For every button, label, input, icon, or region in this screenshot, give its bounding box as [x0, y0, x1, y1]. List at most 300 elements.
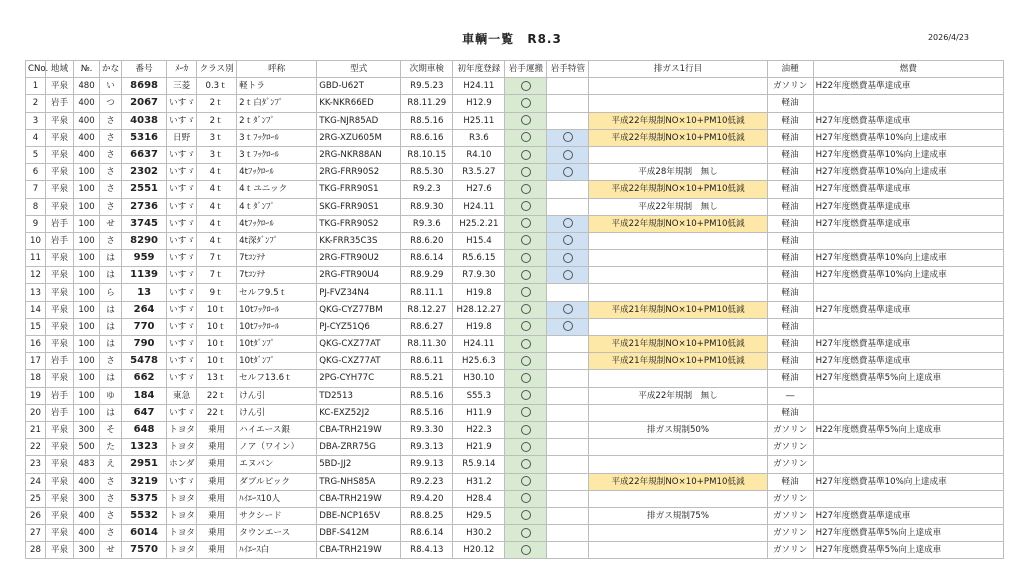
cell-area: 平泉	[46, 284, 74, 301]
cell-next-inspection: R8.9.30	[401, 198, 453, 215]
cell-no: 100	[74, 267, 100, 284]
cell-next-inspection: R9.5.23	[401, 78, 453, 95]
table-row	[26, 78, 1004, 95]
cell-model: 5BD-JJ2	[317, 456, 401, 473]
cell-class: 乗用	[197, 542, 237, 559]
cell-iwate-special	[547, 542, 589, 559]
cell-oil: 軽油	[767, 146, 813, 163]
cell-kana: そ	[100, 421, 122, 438]
cell-first-registration: H15.4	[453, 232, 505, 249]
check-circle-icon	[521, 184, 531, 194]
cell-no: 100	[74, 318, 100, 335]
cell-oil: 軽油	[767, 181, 813, 198]
cell-fuel: H27年度燃費基準達成車	[813, 301, 1003, 318]
cell-number: 5478	[122, 353, 167, 370]
cell-iwate-transport	[505, 267, 547, 284]
table-row	[26, 421, 1004, 438]
cell-name: 3ｔﾌｯｸﾛｰﾙ	[237, 146, 317, 163]
column-header: 岩手運搬	[505, 61, 547, 78]
cell-maker: いすゞ	[167, 318, 197, 335]
check-circle-icon	[521, 373, 531, 383]
check-circle-icon	[563, 253, 573, 263]
cell-class: 10ｔ	[197, 318, 237, 335]
check-circle-icon	[521, 270, 531, 280]
cell-next-inspection: R8.5.30	[401, 164, 453, 181]
cell-maker: いすゞ	[167, 181, 197, 198]
cell-iwate-special	[547, 353, 589, 370]
table-row	[26, 215, 1004, 232]
cell-iwate-special	[547, 525, 589, 542]
cell-maker: トヨタ	[167, 507, 197, 524]
cell-first-registration: H27.6	[453, 181, 505, 198]
cell-oil: 軽油	[767, 284, 813, 301]
cell-model: TKG-FRR90S2	[317, 215, 401, 232]
cell-class: 9ｔ	[197, 284, 237, 301]
cell-name: 4tﾌｯｸﾛｰﾙ	[237, 215, 317, 232]
cell-maker: いすゞ	[167, 164, 197, 181]
cell-name: ﾊｲｴｰｽ10人	[237, 490, 317, 507]
cell-no: 400	[74, 507, 100, 524]
cell-fuel: H27年度燃費基準達成車	[813, 198, 1003, 215]
cell-iwate-special	[547, 284, 589, 301]
cell-class: 4ｔ	[197, 164, 237, 181]
cell-kana: い	[100, 78, 122, 95]
cell-emission	[589, 232, 767, 249]
cell-iwate-transport	[505, 215, 547, 232]
cell-maker: いすゞ	[167, 473, 197, 490]
cell-kana: え	[100, 456, 122, 473]
cell-maker: いすゞ	[167, 198, 197, 215]
cell-area: 平泉	[46, 146, 74, 163]
cell-model: QKG-CXZ77AT	[317, 353, 401, 370]
cell-emission: 平成22年規制 無し	[589, 387, 767, 404]
table-row	[26, 456, 1004, 473]
cell-oil: 軽油	[767, 473, 813, 490]
cell-model: PJ-CYZ51Q6	[317, 318, 401, 335]
cell-next-inspection: R9.3.6	[401, 215, 453, 232]
cell-cno: 21	[26, 421, 46, 438]
check-circle-icon	[521, 442, 531, 452]
check-circle-icon	[521, 356, 531, 366]
cell-emission: 平成21年規制NO×10+PM10低減	[589, 336, 767, 353]
cell-number: 647	[122, 404, 167, 421]
cell-iwate-special	[547, 456, 589, 473]
cell-oil: 軽油	[767, 215, 813, 232]
table-row	[26, 232, 1004, 249]
cell-first-registration: H25.2.21	[453, 215, 505, 232]
table-row	[26, 404, 1004, 421]
cell-emission	[589, 284, 767, 301]
cell-name: タウンエース	[237, 525, 317, 542]
cell-emission	[589, 370, 767, 387]
cell-class: 10ｔ	[197, 336, 237, 353]
table-body	[26, 78, 1004, 559]
cell-cno: 11	[26, 250, 46, 267]
title-period: R8.3	[527, 32, 562, 46]
cell-class: 22ｔ	[197, 387, 237, 404]
check-circle-icon	[521, 493, 531, 503]
cell-number: 2302	[122, 164, 167, 181]
check-circle-icon	[521, 390, 531, 400]
cell-number: 1323	[122, 439, 167, 456]
cell-number: 1139	[122, 267, 167, 284]
cell-cno: 15	[26, 318, 46, 335]
cell-next-inspection: R8.10.15	[401, 146, 453, 163]
cell-kana: さ	[100, 146, 122, 163]
cell-iwate-special	[547, 232, 589, 249]
cell-fuel: H27年度燃費基準10%向上達成車	[813, 473, 1003, 490]
cell-next-inspection: R9.4.20	[401, 490, 453, 507]
cell-iwate-special	[547, 146, 589, 163]
cell-model: GBD-U62T	[317, 78, 401, 95]
cell-cno: 27	[26, 525, 46, 542]
check-circle-icon	[563, 218, 573, 228]
check-circle-icon	[563, 150, 573, 160]
cell-oil: 軽油	[767, 129, 813, 146]
cell-oil: 軽油	[767, 198, 813, 215]
cell-first-registration: H19.8	[453, 284, 505, 301]
cell-oil: 軽油	[767, 250, 813, 267]
cell-next-inspection: R9.2.23	[401, 473, 453, 490]
cell-model: QKG-CYZ77BM	[317, 301, 401, 318]
cell-iwate-transport	[505, 232, 547, 249]
cell-emission: 平成21年規制NO×10+PM10低減	[589, 301, 767, 318]
cell-kana: は	[100, 267, 122, 284]
cell-iwate-transport	[505, 404, 547, 421]
column-header: 岩手特管	[547, 61, 589, 78]
cell-emission: 平成22年規制NO×10+PM10低減	[589, 129, 767, 146]
cell-model: TRG-NHS85A	[317, 473, 401, 490]
cell-model: SKG-FRR90S1	[317, 198, 401, 215]
cell-model: KC-EXZ52J2	[317, 404, 401, 421]
cell-next-inspection: R8.11.30	[401, 336, 453, 353]
column-header: ﾒｰｶ	[167, 61, 197, 78]
cell-iwate-transport	[505, 456, 547, 473]
cell-next-inspection: R8.11.29	[401, 95, 453, 112]
cell-name: 4tﾌｯｸﾛｰﾙ	[237, 164, 317, 181]
cell-model: TKG-FRR90S1	[317, 181, 401, 198]
cell-next-inspection: R8.5.21	[401, 370, 453, 387]
cell-iwate-transport	[505, 78, 547, 95]
table-row	[26, 542, 1004, 559]
cell-cno: 5	[26, 146, 46, 163]
cell-fuel: H27年度燃費基準達成車	[813, 353, 1003, 370]
check-circle-icon	[521, 167, 531, 177]
cell-first-registration: H22.3	[453, 421, 505, 438]
cell-kana: さ	[100, 490, 122, 507]
cell-kana: さ	[100, 232, 122, 249]
cell-next-inspection: R8.5.16	[401, 404, 453, 421]
cell-next-inspection: R8.8.25	[401, 507, 453, 524]
check-circle-icon	[521, 407, 531, 417]
cell-kana: は	[100, 250, 122, 267]
cell-iwate-special	[547, 473, 589, 490]
cell-number: 5375	[122, 490, 167, 507]
cell-iwate-transport	[505, 250, 547, 267]
cell-iwate-transport	[505, 525, 547, 542]
cell-iwate-special	[547, 164, 589, 181]
cell-kana: は	[100, 370, 122, 387]
cell-maker: いすゞ	[167, 95, 197, 112]
cell-name: 4t深ﾀﾞﾝﾌﾟ	[237, 232, 317, 249]
cell-name: エヌバン	[237, 456, 317, 473]
cell-emission: 平成22年規制NO×10+PM10低減	[589, 181, 767, 198]
table-row	[26, 301, 1004, 318]
cell-iwate-special	[547, 267, 589, 284]
check-circle-icon	[521, 476, 531, 486]
cell-no: 300	[74, 542, 100, 559]
cell-no: 400	[74, 95, 100, 112]
cell-emission	[589, 318, 767, 335]
cell-iwate-special	[547, 318, 589, 335]
cell-next-inspection: R8.6.11	[401, 353, 453, 370]
cell-cno: 25	[26, 490, 46, 507]
cell-iwate-special	[547, 78, 589, 95]
cell-name: 10tﾌｯｸﾛｰﾙ	[237, 318, 317, 335]
cell-kana: は	[100, 336, 122, 353]
cell-area: 平泉	[46, 525, 74, 542]
cell-fuel: H27年度燃費基準10%向上達成車	[813, 164, 1003, 181]
cell-no: 400	[74, 146, 100, 163]
cell-class: 乗用	[197, 473, 237, 490]
cell-number: 264	[122, 301, 167, 318]
cell-first-registration: H30.10	[453, 370, 505, 387]
check-circle-icon	[521, 287, 531, 297]
cell-emission: 排ガス規制50%	[589, 421, 767, 438]
cell-no: 300	[74, 490, 100, 507]
cell-kana: せ	[100, 542, 122, 559]
cell-first-registration: H19.8	[453, 318, 505, 335]
vehicle-table	[25, 60, 1004, 559]
cell-cno: 14	[26, 301, 46, 318]
cell-kana: さ	[100, 112, 122, 129]
cell-iwate-transport	[505, 284, 547, 301]
cell-first-registration: R3.5.27	[453, 164, 505, 181]
cell-area: 平泉	[46, 421, 74, 438]
cell-maker: いすゞ	[167, 112, 197, 129]
cell-emission: 平成22年規制NO×10+PM10低減	[589, 473, 767, 490]
cell-oil: 軽油	[767, 353, 813, 370]
cell-number: 2067	[122, 95, 167, 112]
cell-oil: 軽油	[767, 336, 813, 353]
cell-kana: つ	[100, 95, 122, 112]
cell-next-inspection: R8.12.27	[401, 301, 453, 318]
cell-oil: ガソリン	[767, 78, 813, 95]
cell-next-inspection: R9.2.3	[401, 181, 453, 198]
cell-fuel: H27年度燃費基準5%向上達成車	[813, 525, 1003, 542]
table-row	[26, 370, 1004, 387]
cell-first-registration: H20.12	[453, 542, 505, 559]
cell-fuel	[813, 318, 1003, 335]
cell-kana: さ	[100, 181, 122, 198]
cell-next-inspection: R8.4.13	[401, 542, 453, 559]
check-circle-icon	[563, 270, 573, 280]
cell-maker: いすゞ	[167, 267, 197, 284]
cell-no: 500	[74, 439, 100, 456]
cell-fuel: H27年度燃費基準達成車	[813, 336, 1003, 353]
cell-class: 10ｔ	[197, 353, 237, 370]
cell-iwate-special	[547, 439, 589, 456]
cell-class: 22ｔ	[197, 404, 237, 421]
cell-maker: ホンダ	[167, 456, 197, 473]
cell-name: 7tｺﾝﾃﾅ	[237, 267, 317, 284]
cell-model: TKG-NJR85AD	[317, 112, 401, 129]
cell-maker: トヨタ	[167, 439, 197, 456]
cell-class: 乗用	[197, 421, 237, 438]
cell-area: 平泉	[46, 112, 74, 129]
cell-class: 乗用	[197, 525, 237, 542]
cell-area: 平泉	[46, 301, 74, 318]
table-row	[26, 336, 1004, 353]
cell-kana: さ	[100, 473, 122, 490]
cell-no: 100	[74, 215, 100, 232]
cell-maker: いすゞ	[167, 404, 197, 421]
cell-class: 3ｔ	[197, 129, 237, 146]
cell-fuel: H22年度燃費基準5%向上達成車	[813, 421, 1003, 438]
cell-area: 岩手	[46, 387, 74, 404]
cell-number: 3745	[122, 215, 167, 232]
cell-name: けん引	[237, 404, 317, 421]
table-row	[26, 95, 1004, 112]
cell-kana: ら	[100, 284, 122, 301]
cell-emission	[589, 542, 767, 559]
cell-area: 平泉	[46, 456, 74, 473]
cell-name: 2ｔ白ﾀﾞﾝﾌﾟ	[237, 95, 317, 112]
column-header: 燃費	[813, 61, 1003, 78]
cell-maker: 日野	[167, 129, 197, 146]
cell-no: 100	[74, 336, 100, 353]
cell-cno: 9	[26, 215, 46, 232]
cell-model: 2RG-NKR88AN	[317, 146, 401, 163]
cell-area: 平泉	[46, 78, 74, 95]
cell-emission	[589, 250, 767, 267]
cell-class: 7ｔ	[197, 267, 237, 284]
table-row	[26, 198, 1004, 215]
cell-no: 100	[74, 404, 100, 421]
cell-class: 乗用	[197, 439, 237, 456]
column-header: 次期車検	[401, 61, 453, 78]
cell-iwate-transport	[505, 421, 547, 438]
column-header: 油種	[767, 61, 813, 78]
cell-fuel: H27年度燃費基準5%向上達成車	[813, 370, 1003, 387]
cell-iwate-transport	[505, 542, 547, 559]
cell-maker: いすゞ	[167, 250, 197, 267]
cell-no: 100	[74, 181, 100, 198]
cell-iwate-transport	[505, 318, 547, 335]
cell-maker: トヨタ	[167, 542, 197, 559]
cell-iwate-transport	[505, 370, 547, 387]
cell-kana: た	[100, 439, 122, 456]
cell-area: 平泉	[46, 490, 74, 507]
cell-class: 乗用	[197, 456, 237, 473]
cell-name: 軽トラ	[237, 78, 317, 95]
cell-model: 2RG-XZU605M	[317, 129, 401, 146]
cell-area: 岩手	[46, 215, 74, 232]
cell-emission: 平成22年規制NO×10+PM10低減	[589, 112, 767, 129]
cell-iwate-transport	[505, 112, 547, 129]
cell-iwate-transport	[505, 301, 547, 318]
cell-model: PJ-FVZ34N4	[317, 284, 401, 301]
cell-name: けん引	[237, 387, 317, 404]
cell-iwate-special	[547, 112, 589, 129]
check-circle-icon	[521, 510, 531, 520]
cell-model: QKG-CXZ77AT	[317, 336, 401, 353]
cell-first-registration: H29.5	[453, 507, 505, 524]
cell-next-inspection: R8.6.27	[401, 318, 453, 335]
cell-fuel	[813, 284, 1003, 301]
cell-iwate-special	[547, 370, 589, 387]
cell-cno: 10	[26, 232, 46, 249]
cell-oil: 軽油	[767, 318, 813, 335]
cell-maker: トヨタ	[167, 421, 197, 438]
cell-name: サクシード	[237, 507, 317, 524]
cell-model: 2RG-FRR90S2	[317, 164, 401, 181]
cell-oil: ガソリン	[767, 507, 813, 524]
cell-fuel	[813, 232, 1003, 249]
cell-number: 3219	[122, 473, 167, 490]
cell-model: CBA-TRH219W	[317, 421, 401, 438]
cell-class: 2ｔ	[197, 95, 237, 112]
table-row	[26, 387, 1004, 404]
cell-fuel: H27年度燃費基準達成車	[813, 215, 1003, 232]
cell-maker: いすゞ	[167, 146, 197, 163]
cell-model: KK-NKR66ED	[317, 95, 401, 112]
table-row	[26, 318, 1004, 335]
cell-kana: さ	[100, 507, 122, 524]
column-header: №.	[74, 61, 100, 78]
cell-no: 483	[74, 456, 100, 473]
cell-number: 8290	[122, 232, 167, 249]
cell-no: 100	[74, 301, 100, 318]
cell-number: 648	[122, 421, 167, 438]
cell-fuel	[813, 95, 1003, 112]
cell-kana: は	[100, 404, 122, 421]
cell-first-registration: S55.3	[453, 387, 505, 404]
cell-first-registration: H25.6.3	[453, 353, 505, 370]
cell-kana: さ	[100, 198, 122, 215]
cell-fuel	[813, 404, 1003, 421]
cell-name: 7tｺﾝﾃﾅ	[237, 250, 317, 267]
cell-cno: 8	[26, 198, 46, 215]
cell-name: ハイエース銀	[237, 421, 317, 438]
cell-no: 400	[74, 129, 100, 146]
cell-oil: ―	[767, 387, 813, 404]
check-circle-icon	[563, 235, 573, 245]
cell-model: KK-FRR35C3S	[317, 232, 401, 249]
check-circle-icon	[521, 321, 531, 331]
cell-name: 4ｔユニック	[237, 181, 317, 198]
cell-kana: さ	[100, 129, 122, 146]
cell-no: 100	[74, 284, 100, 301]
cell-fuel: H22年度燃費基準達成車	[813, 78, 1003, 95]
cell-first-registration: R3.6	[453, 129, 505, 146]
cell-no: 400	[74, 112, 100, 129]
cell-iwate-transport	[505, 507, 547, 524]
cell-cno: 26	[26, 507, 46, 524]
cell-number: 662	[122, 370, 167, 387]
cell-kana: さ	[100, 353, 122, 370]
check-circle-icon	[521, 218, 531, 228]
cell-emission	[589, 95, 767, 112]
cell-name: セルフ13.6ｔ	[237, 370, 317, 387]
cell-number: 5316	[122, 129, 167, 146]
cell-emission: 排ガス規制75%	[589, 507, 767, 524]
cell-area: 平泉	[46, 267, 74, 284]
cell-class: 乗用	[197, 490, 237, 507]
check-circle-icon	[521, 528, 531, 538]
cell-fuel: H27年度燃費基準10%向上達成車	[813, 267, 1003, 284]
cell-area: 平泉	[46, 439, 74, 456]
